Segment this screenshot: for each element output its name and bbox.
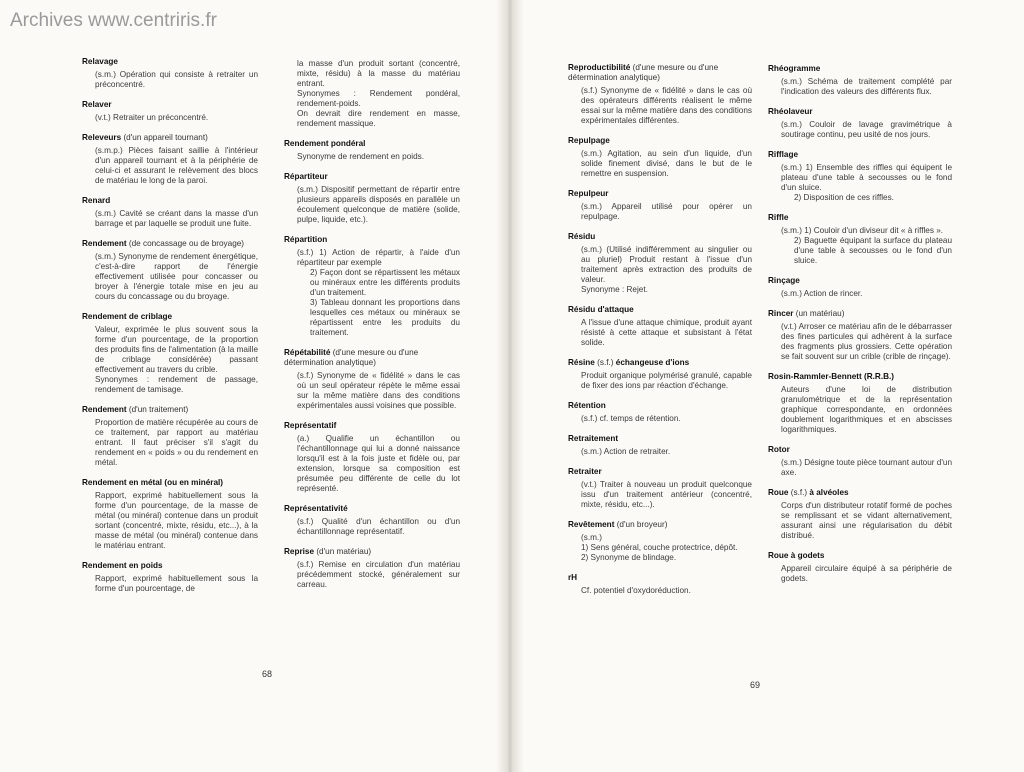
entry-definition: (s.f.) cf. temps de rétention. [581, 414, 681, 423]
entry-qualifier: (d'un matériau) [316, 547, 372, 556]
glossary-entry [568, 63, 752, 126]
entry-heading [284, 139, 460, 149]
glossary-entry [284, 504, 460, 537]
entry-heading [82, 133, 258, 143]
glossary-entry [568, 401, 752, 424]
glossary-entry [568, 520, 752, 563]
entry-definition: Corps d'un distributeur rotatif formé de poches se remplissant et se vidant alternativement, assurant ainsi une régularisation du débit distribué. [781, 501, 952, 540]
entry-term: Rinçage [768, 276, 800, 285]
glossary-entry [768, 64, 952, 97]
entry-term: Revêtement [568, 520, 615, 529]
glossary-entry [82, 312, 258, 395]
page-number-right: 69 [750, 680, 761, 690]
glossary-entry [284, 348, 460, 411]
entry-term-suffix: échangeuse d'ions [615, 358, 690, 367]
entry-definition: On devrait dire rendement en masse, rendement massique. [297, 109, 460, 128]
entry-term: Rincer [768, 309, 794, 318]
entry-definition: (s.m.) (Utilisé indifféremment au singulier ou au pluriel) Produit restant à l'issue d'un traitement après extraction des produits de valeur. [581, 245, 752, 284]
entry-definition: (s.m.) [581, 533, 602, 542]
glossary-entry [568, 467, 752, 510]
entry-definition: (s.f.) 1) Action de répartir, à l'aide d'un répartiteur par exemple [297, 248, 460, 267]
entry-heading [82, 405, 258, 415]
left-column-1 [82, 57, 258, 604]
entry-term: Riffle [768, 213, 789, 222]
entry-heading [568, 305, 752, 315]
left-page [0, 0, 508, 772]
entry-term: Rendement [82, 405, 127, 414]
entry-definition: Cf. potentiel d'oxydoréduction. [581, 586, 691, 595]
entry-term: Répartiteur [284, 172, 328, 181]
entry-term: Renard [82, 196, 111, 205]
entry-heading [284, 235, 460, 245]
entry-term: Rendement en métal (ou en minéral) [82, 478, 224, 487]
entry-heading [768, 213, 952, 223]
entry-term: Repulpage [568, 136, 610, 145]
entry-subdefinition: 2) Façon dont se répartissent les métaux ou minéraux entre les différents produits d'un traitement. [310, 268, 460, 297]
glossary-entry [82, 561, 258, 594]
entry-definition: 1) Sens général, couche protectrice, dépôt. [581, 543, 738, 552]
entry-definition: Rapport, exprimé habituellement sous la forme d'un pourcentage, de [95, 574, 258, 593]
entry-heading [82, 57, 258, 67]
entry-heading [568, 189, 752, 199]
entry-heading [568, 358, 752, 368]
book-gutter [496, 0, 524, 772]
entry-heading [284, 547, 460, 557]
glossary-entry [284, 139, 460, 162]
entry-definition: (s.m.) Appareil utilisé pour opérer un repulpage. [581, 202, 752, 221]
entry-definition: (s.m.) Action de rincer. [781, 289, 863, 298]
entry-definition: 2) Synonyme de blindage. [581, 553, 677, 562]
entry-term: Reprise [284, 547, 315, 556]
entry-heading [768, 107, 952, 117]
glossary-entry [768, 372, 952, 435]
entry-definition: (s.m.p.) Pièces faisant saillie à l'intérieur d'un appareil tournant et à la périphérie de celui-ci et assurant le relèvement des blocs de matériau le long de la paroi. [95, 146, 258, 185]
glossary-entry [768, 276, 952, 299]
entry-heading [568, 63, 752, 83]
entry-heading [284, 348, 460, 368]
glossary-entry [82, 57, 258, 90]
entry-qualifier: (d'un traitement) [128, 405, 189, 414]
entry-term: rH [568, 573, 578, 582]
glossary-entry [768, 488, 952, 541]
glossary-entry [568, 305, 752, 348]
entry-heading [568, 520, 752, 530]
entry-term: Roue [768, 488, 789, 497]
entry-definition: (s.m.) Opération qui consiste à retraiter un préconcentré. [95, 70, 258, 89]
entry-definition: Synonymes : Rendement pondéral, rendement-poids. [297, 89, 460, 108]
entry-definition: (s.f.) Remise en circulation d'un matériau précédemment stocké, généralement sur carreau. [297, 560, 460, 589]
entry-term-suffix: à alvéoles [809, 488, 849, 497]
entry-term: Répartition [284, 235, 328, 244]
glossary-entry [568, 573, 752, 596]
glossary-entry [768, 150, 952, 203]
entry-term: Reproductibilité [568, 63, 631, 72]
entry-qualifier: (s.f.) [597, 358, 614, 367]
entry-term: Rhéogramme [768, 64, 821, 73]
entry-heading [768, 445, 952, 455]
entry-qualifier: (un matériau) [795, 309, 845, 318]
entry-term: Rendement pondéral [284, 139, 366, 148]
entry-term: Releveurs [82, 133, 122, 142]
entry-term: Roue à godets [768, 551, 825, 560]
left-column-2 [284, 59, 460, 600]
entry-definition: (v.t.) Traiter à nouveau un produit quelconque issu d'un traitement antérieur (concentré, mixte, résidu, etc...). [581, 480, 752, 509]
right-column-1 [568, 63, 752, 606]
entry-term: Retraiter [568, 467, 602, 476]
entry-term: Rendement de criblage [82, 312, 173, 321]
entry-heading [768, 150, 952, 160]
glossary-entry [568, 136, 752, 179]
glossary-entry [82, 100, 258, 123]
entry-heading [768, 276, 952, 286]
entry-term: Résine [568, 358, 595, 367]
entry-term: Répétabilité [284, 348, 331, 357]
entry-term: Rifflage [768, 150, 799, 159]
glossary-entry [768, 213, 952, 266]
entry-heading [82, 561, 258, 571]
entry-definition: (s.m.) Cavité se créant dans la masse d'un barrage et par laquelle se produit une fuite. [95, 209, 258, 228]
entry-heading [568, 434, 752, 444]
glossary-entry [284, 547, 460, 590]
entry-heading [768, 551, 952, 561]
glossary-entry [768, 107, 952, 140]
entry-definition: (s.m.) Agitation, au sein d'un liquide, d'un solide finement divisé, dans le but de le remettre en suspension. [581, 149, 752, 178]
entry-heading [82, 100, 258, 110]
entry-definition: (s.m.) 1) Ensemble des riffles qui équipent le plateau d'une table à secousses ou le fond d'un sluice. [781, 163, 952, 192]
entry-heading [568, 467, 752, 477]
glossary-entry [82, 478, 258, 551]
entry-heading [768, 488, 952, 498]
right-column-2 [768, 64, 952, 594]
entry-definition: (s.f.) Synonyme de « fidélité » dans le cas où un seul opérateur répète le même essai sur la même matière dans des conditions expérimentales aussi voisines que possible. [297, 371, 460, 410]
entry-definition: la masse d'un produit sortant (concentré, mixte, résidu) à la masse du matériau entrant. [297, 59, 460, 88]
glossary-entry [82, 133, 258, 186]
glossary-entry [568, 189, 752, 222]
entry-term: Retraitement [568, 434, 619, 443]
entry-term: Résidu [568, 232, 596, 241]
entry-definition: Proportion de matière récupérée au cours de ce traitement, par rapport au matériau entrant. Il faut préciser s'il s'agit du rendement en « poids » ou du rendement en métal. [95, 418, 258, 467]
entry-heading [82, 196, 258, 206]
entry-qualifier: (de concassage ou de broyage) [128, 239, 245, 248]
entry-heading [568, 136, 752, 146]
entry-subdefinition: 3) Tableau donnant les proportions dans lesquelles ces métaux ou minéraux se répartissent entre les produits du traitement. [310, 298, 460, 337]
entry-term: Rétention [568, 401, 606, 410]
entry-definition: (a.) Qualifie un échantillon ou l'échantillonnage qui lui a donné naissance lorsqu'il est à la fois juste et fidèle ou, par extension, lorsque sa composition est présumée peu différente de celle du lot représenté. [297, 434, 460, 493]
entry-heading [82, 312, 258, 322]
glossary-entry [768, 445, 952, 478]
entry-heading [568, 573, 752, 583]
entry-qualifier: (d'un appareil tournant) [123, 133, 208, 142]
entry-definition: Auteurs d'une loi de distribution granulométrique et de la représentation graphique correspondante, en ordonnées doublement logarithmiques et en abscisses logarithmiques. [781, 385, 952, 434]
entry-term: Rendement [82, 239, 127, 248]
right-page [512, 0, 1024, 772]
entry-heading [284, 504, 460, 514]
entry-qualifier: (d'un broyeur) [616, 520, 668, 529]
entry-definition: (s.m.) Couloir de lavage gravimétrique à soutirage continu, peu usité de nos jours. [781, 120, 952, 139]
entry-term: Rosin-Rammler-Bennett (R.R.B.) [768, 372, 895, 381]
entry-definition: Valeur, exprimée le plus souvent sous la forme d'un pourcentage, de la proportion des produits fins de l'alimentation (à la maille de criblage considérée) passant effectivement au travers du crible. [95, 325, 258, 374]
glossary-entry [768, 551, 952, 584]
entry-definition: (v.t.) Retraiter un préconcentré. [95, 113, 209, 122]
entry-heading [568, 401, 752, 411]
entry-heading [768, 64, 952, 74]
glossary-entry [284, 59, 460, 129]
entry-definition: (v.t.) Arroser ce matériau afin de le débarrasser des fines particules qui adhèrent à la surface des fragments plus grossiers. Cette opération se fait souvent sur un crible (crible de rinçage). [781, 322, 952, 361]
entry-subdefinition: 2) Baguette équipant la surface du plateau d'une table à secousses ou le fond d'un sluice. [794, 236, 952, 265]
entry-definition: Synonymes : rendement de passage, rendement de tamisage. [95, 375, 258, 394]
entry-term: Rendement en poids [82, 561, 163, 570]
glossary-entry [82, 196, 258, 229]
entry-term: Résidu d'attaque [568, 305, 634, 314]
entry-definition: Synonyme de rendement en poids. [297, 152, 424, 161]
glossary-entry [568, 232, 752, 295]
entry-definition: (s.m.) Dispositif permettant de répartir entre plusieurs appareils disposés en parallèle un écoulement quelconque de matière (solide, pulpe, liquide, etc.). [297, 185, 460, 224]
entry-qualifier: (d'une mesure ou d'une détermination analytique) [284, 348, 419, 367]
entry-heading [568, 232, 752, 242]
glossary-entry [568, 434, 752, 457]
glossary-entry [568, 358, 752, 391]
entry-term: Repulpeur [568, 189, 609, 198]
entry-definition: (s.m.) 1) Couloir d'un diviseur dit « à riffles ». [781, 226, 944, 235]
entry-qualifier: (d'une mesure ou d'une détermination analytique) [568, 63, 719, 82]
entry-definition: Synonyme : Rejet. [581, 285, 648, 294]
entry-definition: (s.m.) Schéma de traitement complété par l'indication des valeurs des différents flux. [781, 77, 952, 96]
entry-heading [284, 421, 460, 431]
entry-definition: (s.m.) Synonyme de rendement énergétique, c'est-à-dire rapport de l'énergie effectivement utilisée pour concasser ou broyer à l'énergie totale mise en jeu au cours du concassage ou du broyage. [95, 252, 258, 301]
entry-term: Relavage [82, 57, 118, 66]
glossary-entry [284, 421, 460, 494]
entry-heading [82, 239, 258, 249]
entry-definition: Produit organique polymérisé granulé, capable de fixer des ions par réaction d'échange. [581, 371, 752, 390]
page-number-left: 68 [262, 669, 273, 679]
entry-heading [768, 372, 952, 382]
entry-term: Rotor [768, 445, 790, 454]
glossary-entry [768, 309, 952, 362]
entry-heading [284, 172, 460, 182]
entry-definition: (s.m.) Action de retraiter. [581, 447, 671, 456]
entry-qualifier: (s.f.) [790, 488, 808, 497]
entry-definition: A l'issue d'une attaque chimique, produit ayant résisté à cette attaque et subsistant à l'état solide. [581, 318, 752, 347]
glossary-entry [284, 172, 460, 225]
entry-heading [82, 478, 258, 488]
glossary-entry [82, 405, 258, 468]
entry-definition: (s.m.) Désigne toute pièce tournant autour d'un axe. [781, 458, 952, 477]
glossary-entry [284, 235, 460, 338]
entry-definition: (s.f.) Synonyme de « fidélité » dans le cas où des opérateurs différents réalisent le même essai sur la même matière dans des conditions expérimentales différentes. [581, 86, 752, 125]
entry-term: Représentativité [284, 504, 348, 513]
glossary-entry [82, 239, 258, 302]
entry-subdefinition: 2) Disposition de ces riffles. [794, 193, 894, 202]
entry-term: Rhéolaveur [768, 107, 813, 116]
entry-heading [768, 309, 952, 319]
watermark: Archives www.centriris.fr [10, 10, 217, 31]
entry-term: Représentatif [284, 421, 337, 430]
entry-definition: (s.f.) Qualité d'un échantillon ou d'un échantillonnage représentatif. [297, 517, 460, 536]
entry-definition: Appareil circulaire équipé à sa périphérie de godets. [781, 564, 952, 583]
entry-term: Relaver [82, 100, 112, 109]
entry-definition: Rapport, exprimé habituellement sous la forme d'un pourcentage, de la masse de métal (ou minéral) contenue dans un produit sortant (concentré, mixte, résidu, etc...), à la masse de métal (ou minéral) contenue dans le matériau entrant. [95, 491, 258, 550]
